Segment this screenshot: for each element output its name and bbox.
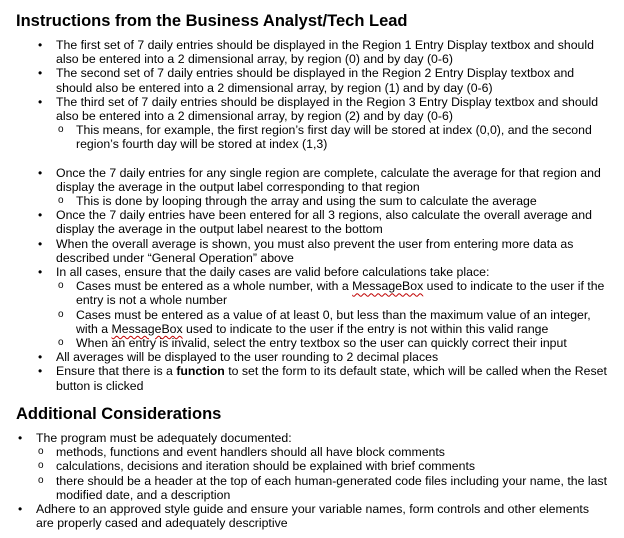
sub-list-item-text: When an entry is invalid, select the entry textbox so the user can quickly correct their input	[76, 336, 567, 351]
sub-list-item	[56, 308, 608, 336]
list-item	[36, 265, 608, 350]
list-item-text: Once the 7 daily entries have been entered for all 3 regions, also calculate the overall average and display the average in the output label nearest to the bottom	[56, 208, 592, 237]
list-item-text: The second set of 7 daily entries should be displayed in the Region 2 Entry Display textbox and should also be entered into a 2 dimensional array, by region (1) and by day (0-6)	[56, 66, 575, 95]
spacer	[36, 152, 608, 166]
bullet-icon: •	[38, 66, 43, 81]
list-item-text: The third set of 7 daily entries should be displayed in the Region 3 Entry Display textbox and should also be entered into a 2 dimensional array, by region (2) and by day (0-6)	[56, 94, 599, 124]
bullet-icon: •	[38, 364, 43, 379]
sub-list-item	[56, 336, 608, 350]
sub-list-item-text: calculations, decisions and iteration should be explained with brief comments	[56, 459, 476, 474]
list-item	[36, 237, 608, 265]
sub-bullet-icon: o	[58, 308, 64, 320]
sub-list-item	[56, 194, 608, 208]
list-item-text: Once the 7 daily entries for any single region are complete, calculate the average for that region and display the average in the output label corresponding to that region	[56, 165, 601, 194]
function-term: function	[176, 364, 225, 379]
sub-list	[56, 194, 608, 208]
list-item	[16, 431, 608, 502]
sub-bullet-icon: o	[58, 280, 64, 292]
bullet-icon: •	[38, 165, 43, 180]
sub-list-item-text: Cases must be entered as a value of at least 0, but less than the maximum value of an integer, with a MessageBox used to indicate to the user if the entry is not within this valid range	[76, 307, 591, 336]
sub-bullet-icon: o	[38, 446, 44, 458]
sub-bullet-icon: o	[38, 474, 44, 486]
section-heading-instructions: Instructions from the Business Analyst/Tech Lead	[16, 12, 408, 30]
sub-list	[56, 123, 608, 151]
list-item	[36, 208, 608, 236]
list-item	[36, 95, 608, 152]
considerations-list	[16, 431, 608, 530]
sub-bullet-icon: o	[58, 195, 64, 207]
list-item-text: In all cases, ensure that the daily cases are valid before calculations take place:	[56, 265, 490, 280]
list-item-text: All averages will be displayed to the user rounding to 2 decimal places	[56, 350, 439, 365]
sub-list-item-text: This means, for example, the first region’s first day will be stored at index (0,0), and the second region’s fourth day will be stored at index (1,3)	[76, 123, 592, 152]
messagebox-term: MessageBox	[352, 279, 424, 294]
sub-list-item-text: Cases must be entered as a whole number, with a MessageBox used to indicate to the user if the entry is not a whole number	[76, 279, 605, 308]
sub-list-item	[36, 445, 608, 459]
bullet-icon: •	[38, 350, 43, 365]
list-item-text: The program must be adequately documented:	[36, 431, 292, 445]
instructions-list	[36, 38, 608, 393]
list-item-text: Adhere to an approved style guide and ensure your variable names, form controls and other elements are properly cased and adequately descriptive	[36, 502, 589, 531]
section-heading-considerations: Additional Considerations	[16, 405, 222, 423]
sub-list-item	[36, 474, 608, 502]
list-item	[16, 502, 608, 530]
sub-list	[56, 279, 608, 350]
bullet-icon: •	[38, 208, 43, 223]
sub-bullet-icon: o	[38, 460, 44, 472]
list-item	[36, 364, 608, 392]
sub-list-item	[36, 459, 608, 473]
list-item	[36, 350, 608, 364]
bullet-icon: •	[38, 38, 43, 52]
sub-bullet-icon: o	[58, 124, 64, 136]
list-item-text: When the overall average is shown, you must also prevent the user from entering more data as described under “General Operation” above	[56, 236, 574, 265]
sub-list-item-text: methods, functions and event handlers should all have block comments	[56, 445, 445, 460]
list-item-text: Ensure that there is a function to set the form to its default state, which will be called when the Reset button is clicked	[56, 364, 607, 393]
sub-list-item-text: there should be a header at the top of each human-generated code files including your name, the last modified date, and a description	[56, 473, 607, 502]
sub-list-item-text: This is done by looping through the array and using the sum to calculate the average	[76, 194, 537, 209]
sub-list	[36, 445, 608, 502]
sub-list-item	[56, 123, 608, 151]
bullet-icon: •	[38, 265, 43, 280]
bullet-icon: •	[18, 502, 23, 517]
list-item-text: The first set of 7 daily entries should be displayed in the Region 1 Entry Display textbox and should also be entered into a 2 dimensional array, by region (0) and by day (0-6)	[56, 38, 594, 67]
messagebox-term: MessageBox	[111, 321, 183, 336]
bullet-icon: •	[38, 94, 43, 109]
bullet-icon: •	[18, 431, 23, 445]
list-item	[36, 66, 608, 94]
list-item	[36, 38, 608, 66]
bullet-icon: •	[38, 236, 43, 251]
sub-list-item	[56, 279, 608, 307]
sub-bullet-icon: o	[58, 337, 64, 349]
list-item	[36, 166, 608, 209]
